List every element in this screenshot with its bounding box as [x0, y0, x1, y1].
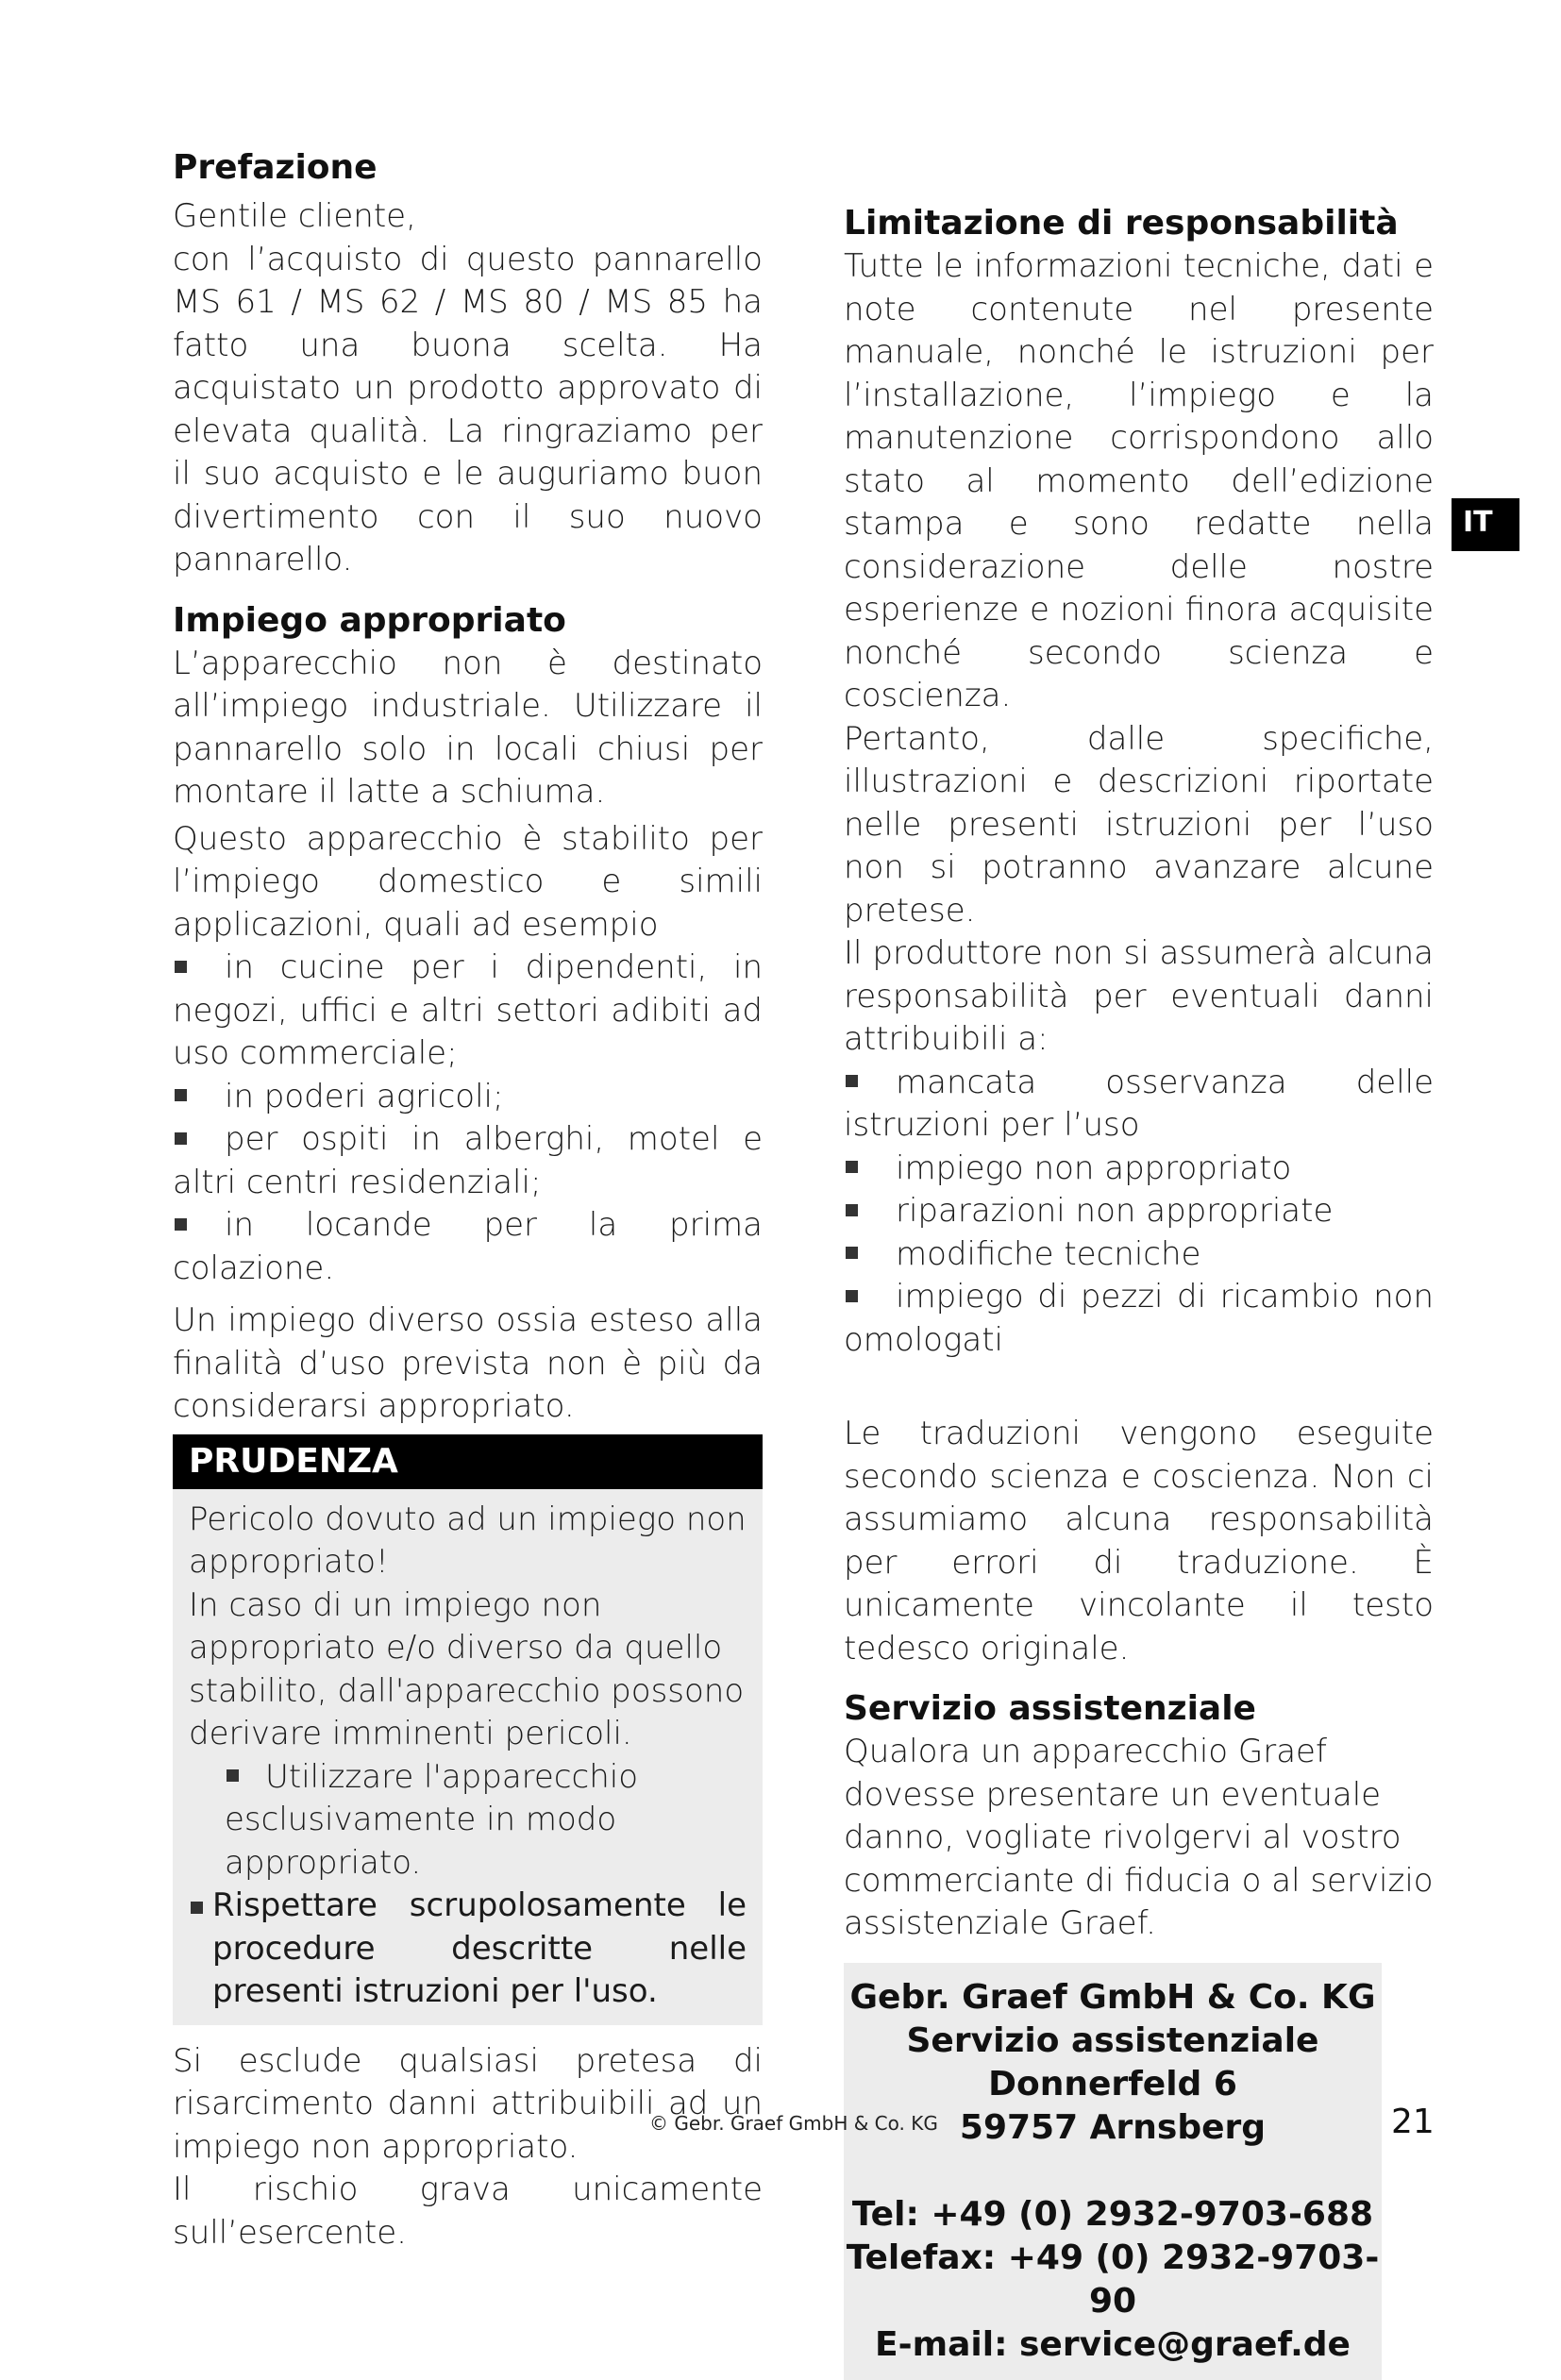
bullet-square-icon [175, 1089, 187, 1101]
bullet-square-icon [846, 1290, 858, 1302]
left-column [173, 146, 763, 2258]
warning-paragraph-2: In caso di un impiego non appropriato e/o diverso da quello stabilito, dall'apparecchio possono derivare imminenti pericoli. [189, 1585, 745, 1752]
list-item: in cucine per i dipendenti, in negozi, uffici e altri settori adibiti ad uso commerciale; [173, 948, 763, 1072]
bullet-square-icon [846, 1075, 858, 1087]
use-heading: Impiego appropriato [173, 600, 566, 640]
preface-heading: Prefazione [173, 148, 378, 187]
list-item: Rispettare scrupolosamente le procedure descritte nelle presenti istruzioni per l'uso. [189, 1885, 747, 2014]
liability-paragraph-2: Pertanto, dalle specifiche, illustrazioni e descrizioni riportate nelle presenti istruzioni per l’uso non si potranno avanzare alcune pretese. [844, 719, 1434, 930]
service-contact-box [844, 1963, 1382, 2380]
bullet-square-icon [227, 1769, 239, 1782]
after-warning-paragraph-1: Si esclude qualsiasi pretesa di risarcimento danni attribuibili ad un impiego non appropriato. [173, 2041, 763, 2166]
service-company: Gebr. Graef GmbH & Co. KG [849, 1977, 1376, 2017]
liability-paragraph-3: Il produttore non si assumerà alcuna responsabilità per eventuali danni attribuibili a: [844, 934, 1434, 1058]
list-item: in poderi agricoli; [173, 1076, 763, 1119]
translation-paragraph: Le traduzioni vengono eseguite secondo scienza e coscienza. Non ci assumiamo alcuna responsabilità per errori di traduzione. È unicamente vincolante il testo tedesco originale. [844, 1415, 1434, 1668]
use-paragraph-2: Questo apparecchio è stabilito per l’impiego domestico e simili applicazioni, quali ad esempio [173, 819, 763, 944]
service-department: Servizio assistenziale [906, 2020, 1319, 2060]
service-fax: Telefax: +49 (0) 2932-9703-90 [846, 2238, 1380, 2321]
list-item: in locande per la prima colazione. [173, 1206, 763, 1287]
liability-heading: Limitazione di responsabilità [844, 204, 1399, 243]
liability-paragraph-1: Tutte le informazioni tecniche, dati e note contenute nel presente manuale, nonché le istruzioni per l’installazione, l’impiego e la manutenzione corrispondono allo stato al momento dell’edizione stampa e sono redatte nella considerazione delle nostre esperienze e nozioni finora acquisite nonché secondo scienza e coscienza. [844, 247, 1434, 714]
bullet-square-icon [175, 1218, 187, 1231]
use-paragraph-1: L’apparecchio non è destinato all’impiego industriale. Utilizzare il pannarello solo in locali chiusi per montare il latte a schiuma. [173, 644, 763, 811]
language-tab: IT [1452, 498, 1519, 551]
bullet-square-icon [846, 1247, 858, 1259]
list-item: impiego non appropriato [844, 1148, 1434, 1191]
service-email[interactable]: E-mail: service@graef.de [875, 2324, 1351, 2364]
page-number: 21 [1391, 2103, 1435, 2141]
warning-title: PRUDENZA [173, 1434, 763, 1489]
list-item: riparazioni non appropriate [844, 1190, 1434, 1233]
preface-greeting: Gentile cliente, [173, 197, 416, 235]
list-item: mancata osservanza delle istruzioni per l’uso [844, 1063, 1434, 1144]
service-heading: Servizio assistenziale [844, 1689, 1256, 1728]
list-item: Utilizzare l'apparecchio esclusivamente in modo appropriato. [225, 1757, 639, 1882]
right-column [844, 202, 1434, 2380]
bullet-square-icon [175, 1132, 187, 1145]
list-item: impiego di pezzi di ricambio non omologati [844, 1278, 1434, 1359]
service-tel: Tel: +49 (0) 2932-9703-688 [851, 2194, 1374, 2234]
list-item: per ospiti in alberghi, motel e altri centri residenziali; [173, 1120, 763, 1201]
preface-paragraph: con l’acquisto di questo pannarello MS 61 / MS 62 / MS 80 / MS 85 ha fatto una buona scelta. Ha acquistato un prodotto approvato di elevata qualità. La ringraziamo per il suo acquisto e le auguriamo buon divertimento con il suo nuovo pannarello. [173, 240, 763, 578]
bullet-square-icon [175, 961, 187, 973]
service-city: 59757 Arnsberg [959, 2107, 1267, 2147]
bullet-square-icon [846, 1204, 858, 1216]
service-street: Donnerfeld 6 [988, 2064, 1237, 2103]
warning-paragraph-1: Pericolo dovuto ad un impiego non appropriato! [189, 1500, 747, 1581]
service-paragraph: Qualora un apparecchio Graef dovesse presentare un eventuale danno, vogliate rivolgervi al vostro commerciante di fiducia o al servizio assistenziale Graef. [844, 1733, 1434, 1942]
list-item: modifiche tecniche [844, 1233, 1434, 1277]
footer-copyright: © Gebr. Graef GmbH & Co. KG [649, 2112, 938, 2135]
bullet-square-icon [846, 1161, 858, 1173]
bullet-square-icon [191, 1902, 203, 1914]
warning-box [173, 1489, 763, 2025]
use-paragraph-3: Un impiego diverso ossia esteso alla finalità d’uso prevista non è più da considerarsi appropriato. [173, 1301, 763, 1425]
after-warning-paragraph-2: Il rischio grava unicamente sull’esercente. [173, 2170, 763, 2252]
